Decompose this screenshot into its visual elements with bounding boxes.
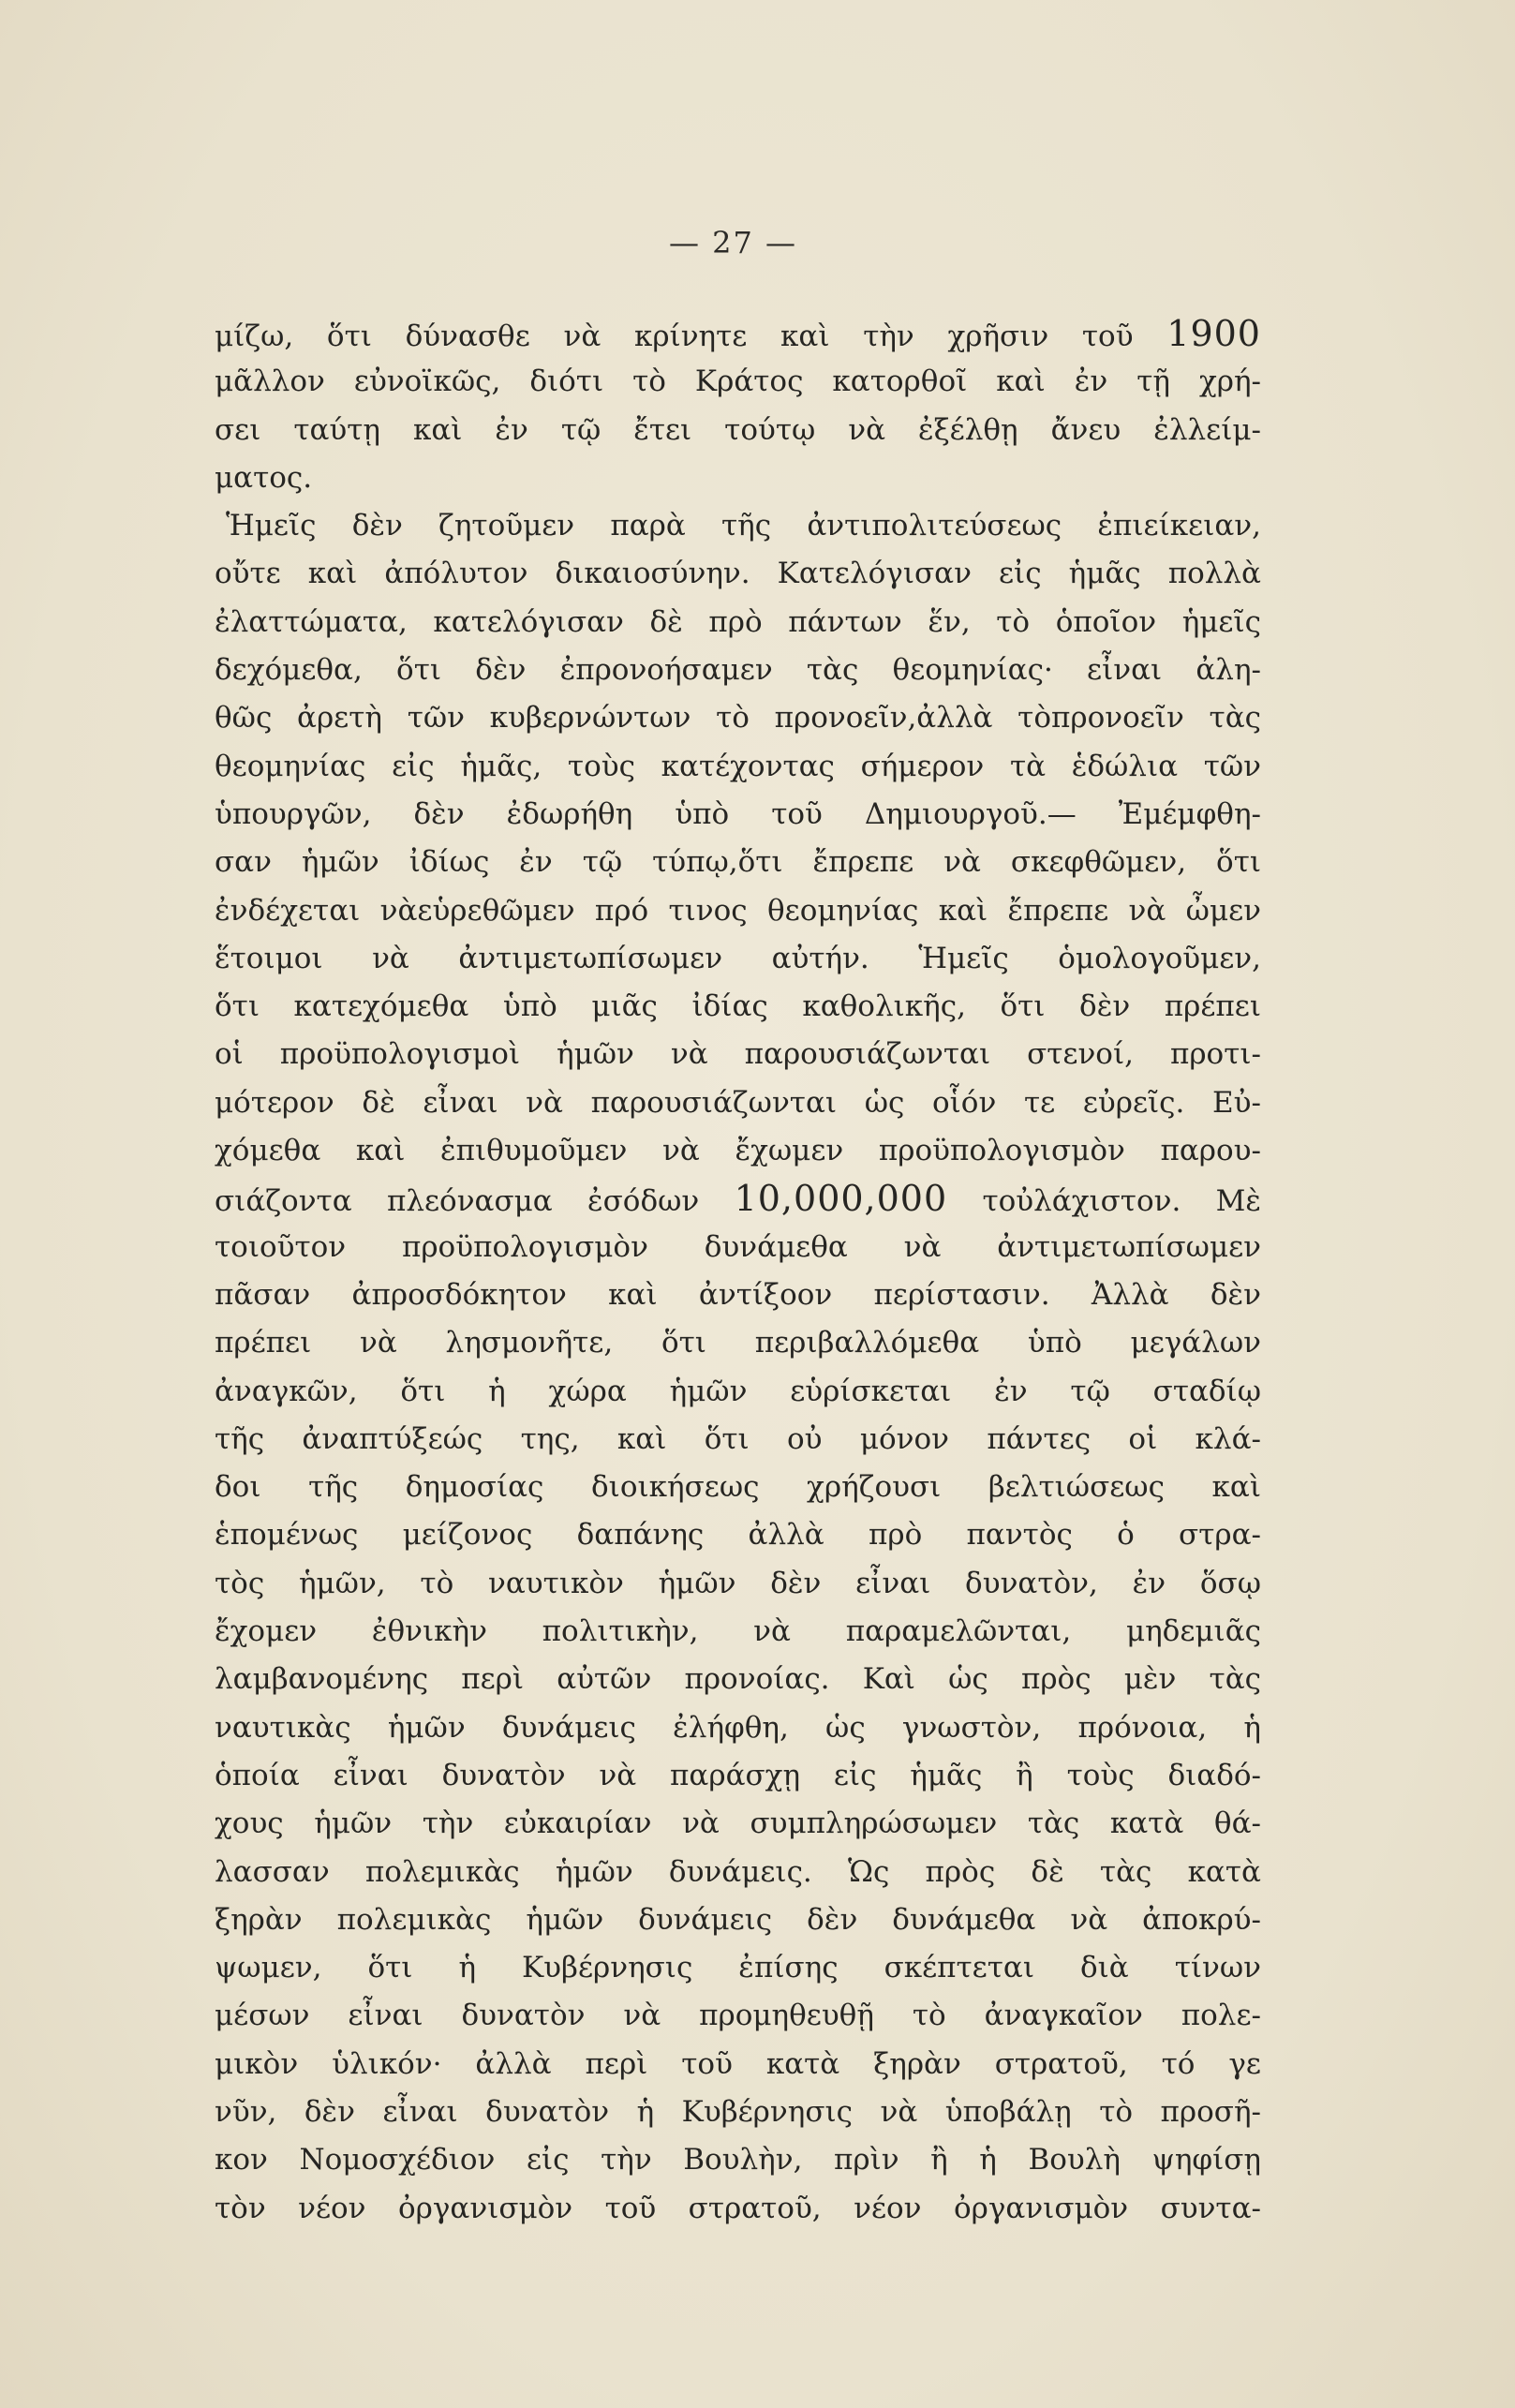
line-text: σιάζοντα πλεόνασμα ἐσόδων (215, 1184, 700, 1219)
text-line: θεομηνίας εἰς ἡμᾶς, τοὺς κατέχοντας σήμερον τὰ ἑδώλια τῶν (215, 749, 1261, 783)
text-line: οὔτε καὶ ἀπόλυτον δικαιοσύνην. Κατελόγισαν εἰς ἡμᾶς πολλὰ (215, 557, 1261, 591)
text-line: θῶς ἀρετὴ τῶν κυβερνώντων τὸ προνοεῖν,ἀλλὰ τὸπρονοεῖν τὰς (215, 701, 1261, 736)
text-line: ξηρὰν πολεμικὰς ἡμῶν δυνάμεις δὲν δυνάμεθα νὰ ἀποκρύ- (215, 1902, 1261, 1937)
text-line (215, 310, 1261, 358)
text-line: χόμεθα καὶ ἐπιθυμοῦμεν νὰ ἔχωμεν προϋπολογισμὸν παρου- (215, 1134, 1261, 1168)
text-line: ματος. (215, 460, 313, 495)
text-line: ναυτικὰς ἡμῶν δυνάμεις ἐλήφθη, ὡς γνωστὸν, πρόνοια, ἡ (215, 1710, 1261, 1745)
text-line: τὸς ἡμῶν, τὸ ναυτικὸν ἡμῶν δὲν εἶναι δυνατὸν, ἐν ὅσῳ (215, 1566, 1261, 1600)
text-line: ὑπουργῶν, δὲν ἐδωρήθη ὑπὸ τοῦ Δημιουργοῦ.— Ἐμέμφθη- (215, 796, 1261, 831)
text-line: ἔχομεν ἐθνικὴν πολιτικὴν, νὰ παραμελῶνται, μηδεμιᾶς (215, 1614, 1261, 1649)
text-line: λαμβανομένης περὶ αὐτῶν προνοίας. Καὶ ὡς πρὸς μὲν τὰς (215, 1662, 1261, 1697)
text-line: σει ταύτῃ καὶ ἐν τῷ ἔτει τούτῳ νὰ ἐξέλθῃ ἄνευ ἐλλείμ- (215, 412, 1261, 447)
text-line: ἐνδέχεται νὰεὑρεθῶμεν πρό τινος θεομηνίας καὶ ἔπρεπε νὰ ὦμεν (215, 893, 1261, 928)
text-line: χους ἡμῶν τὴν εὐκαιρίαν νὰ συμπληρώσωμεν τὰς κατὰ θά- (215, 1806, 1261, 1841)
text-line: μότερον δὲ εἶναι νὰ παρουσιάζωνται ὡς οἷόν τε εὐρεῖς. Εὐ- (215, 1085, 1261, 1120)
text-line: Ἡμεῖς δὲν ζητοῦμεν παρὰ τῆς ἀντιπολιτεύσεως ἐπιείκειαν, (226, 509, 1261, 543)
text-line: ψωμεν, ὅτι ἡ Κυβέρνησις ἐπίσης σκέπτεται διὰ τίνων (215, 1951, 1261, 1985)
text-line: τοιοῦτον προϋπολογισμὸν δυνάμεθα νὰ ἀντιμετωπίσωμεν (215, 1229, 1261, 1264)
text-line: δεχόμεθα, ὅτι δὲν ἐπρονοήσαμεν τὰς θεομηνίας· εἶναι ἀλη- (215, 653, 1261, 688)
text-line: μᾶλλον εὐνοϊκῶς, διότι τὸ Κράτος κατορθοῖ καὶ ἐν τῇ χρή- (215, 364, 1261, 399)
text-line: ἐλαττώματα, κατελόγισαν δὲ πρὸ πάντων ἕν, τὸ ὁποῖον ἡμεῖς (215, 604, 1261, 639)
line-text: τοὐλάχιστον. Μὲ (982, 1184, 1261, 1219)
text-line: σαν ἡμῶν ἰδίως ἐν τῷ τύπῳ,ὅτι ἔπρεπε νὰ σκεφθῶμεν, ὅτι (215, 845, 1261, 880)
amount-number: 10,000,000 (734, 1178, 948, 1220)
year-number: 1900 (1166, 313, 1261, 354)
text-line (215, 1175, 1261, 1223)
text-line: πρέπει νὰ λησμονῆτε, ὅτι περιβαλλόμεθα ὑπὸ μεγάλων (215, 1326, 1261, 1360)
text-line: ἕτοιμοι νὰ ἀντιμετωπίσωμεν αὐτήν. Ἡμεῖς ὁμολογοῦμεν, (215, 941, 1261, 975)
text-line: μέσων εἶναι δυνατὸν νὰ προμηθευθῇ τὸ ἀναγκαῖον πολε- (215, 1999, 1261, 2033)
text-line: κον Νομοσχέδιον εἰς τὴν Βουλὴν, πρὶν ἢ ἡ Βουλὴ ψηφίσῃ (215, 2143, 1261, 2178)
body-text (215, 310, 1261, 2233)
line-text: μίζω, ὅτι δύνασθε νὰ κρίνητε καὶ τὴν χρῆσιν τοῦ (215, 320, 1134, 353)
text-line: νῦν, δὲν εἶναι δυνατὸν ἡ Κυβέρνησις νὰ ὑποβάλῃ τὸ προσῆ- (215, 2094, 1261, 2129)
text-line: οἱ προϋπολογισμοὶ ἡμῶν νὰ παρουσιάζωνται στενοί, προτι- (215, 1037, 1261, 1072)
text-line: τῆς ἀναπτύξεώς της, καὶ ὅτι οὐ μόνον πάντες οἱ κλά- (215, 1421, 1261, 1456)
text-line: ὁποία εἶναι δυνατὸν νὰ παράσχῃ εἰς ἡμᾶς ἢ τοὺς διαδό- (215, 1758, 1261, 1792)
text-line: πᾶσαν ἀπροσδόκητον καὶ ἀντίξοον περίστασιν. Ἀλλὰ δὲν (215, 1277, 1261, 1312)
text-line: ὅτι κατεχόμεθα ὑπὸ μιᾶς ἰδίας καθολικῆς, ὅτι δὲν πρέπει (215, 989, 1261, 1024)
text-line: ἀναγκῶν, ὅτι ἡ χώρα ἡμῶν εὑρίσκεται ἐν τῷ σταδίῳ (215, 1374, 1261, 1408)
text-line: μικὸν ὑλικόν· ἀλλὰ περὶ τοῦ κατὰ ξηρὰν στρατοῦ, τό γε (215, 2046, 1261, 2081)
text-line: τὸν νέον ὀργανισμὸν τοῦ στρατοῦ, νέον ὀργανισμὸν συντα- (215, 2191, 1261, 2225)
text-line: λασσαν πολεμικὰς ἡμῶν δυνάμεις. Ὡς πρὸς δὲ τὰς κατὰ (215, 1854, 1261, 1889)
page-number: — 27 — (668, 225, 798, 260)
text-line: ἑπομένως μείζονος δαπάνης ἀλλὰ πρὸ παντὸς ὁ στρα- (215, 1518, 1261, 1553)
text-line: δοι τῆς δημοσίας διοικήσεως χρήζουσι βελτιώσεως καὶ (215, 1470, 1261, 1505)
